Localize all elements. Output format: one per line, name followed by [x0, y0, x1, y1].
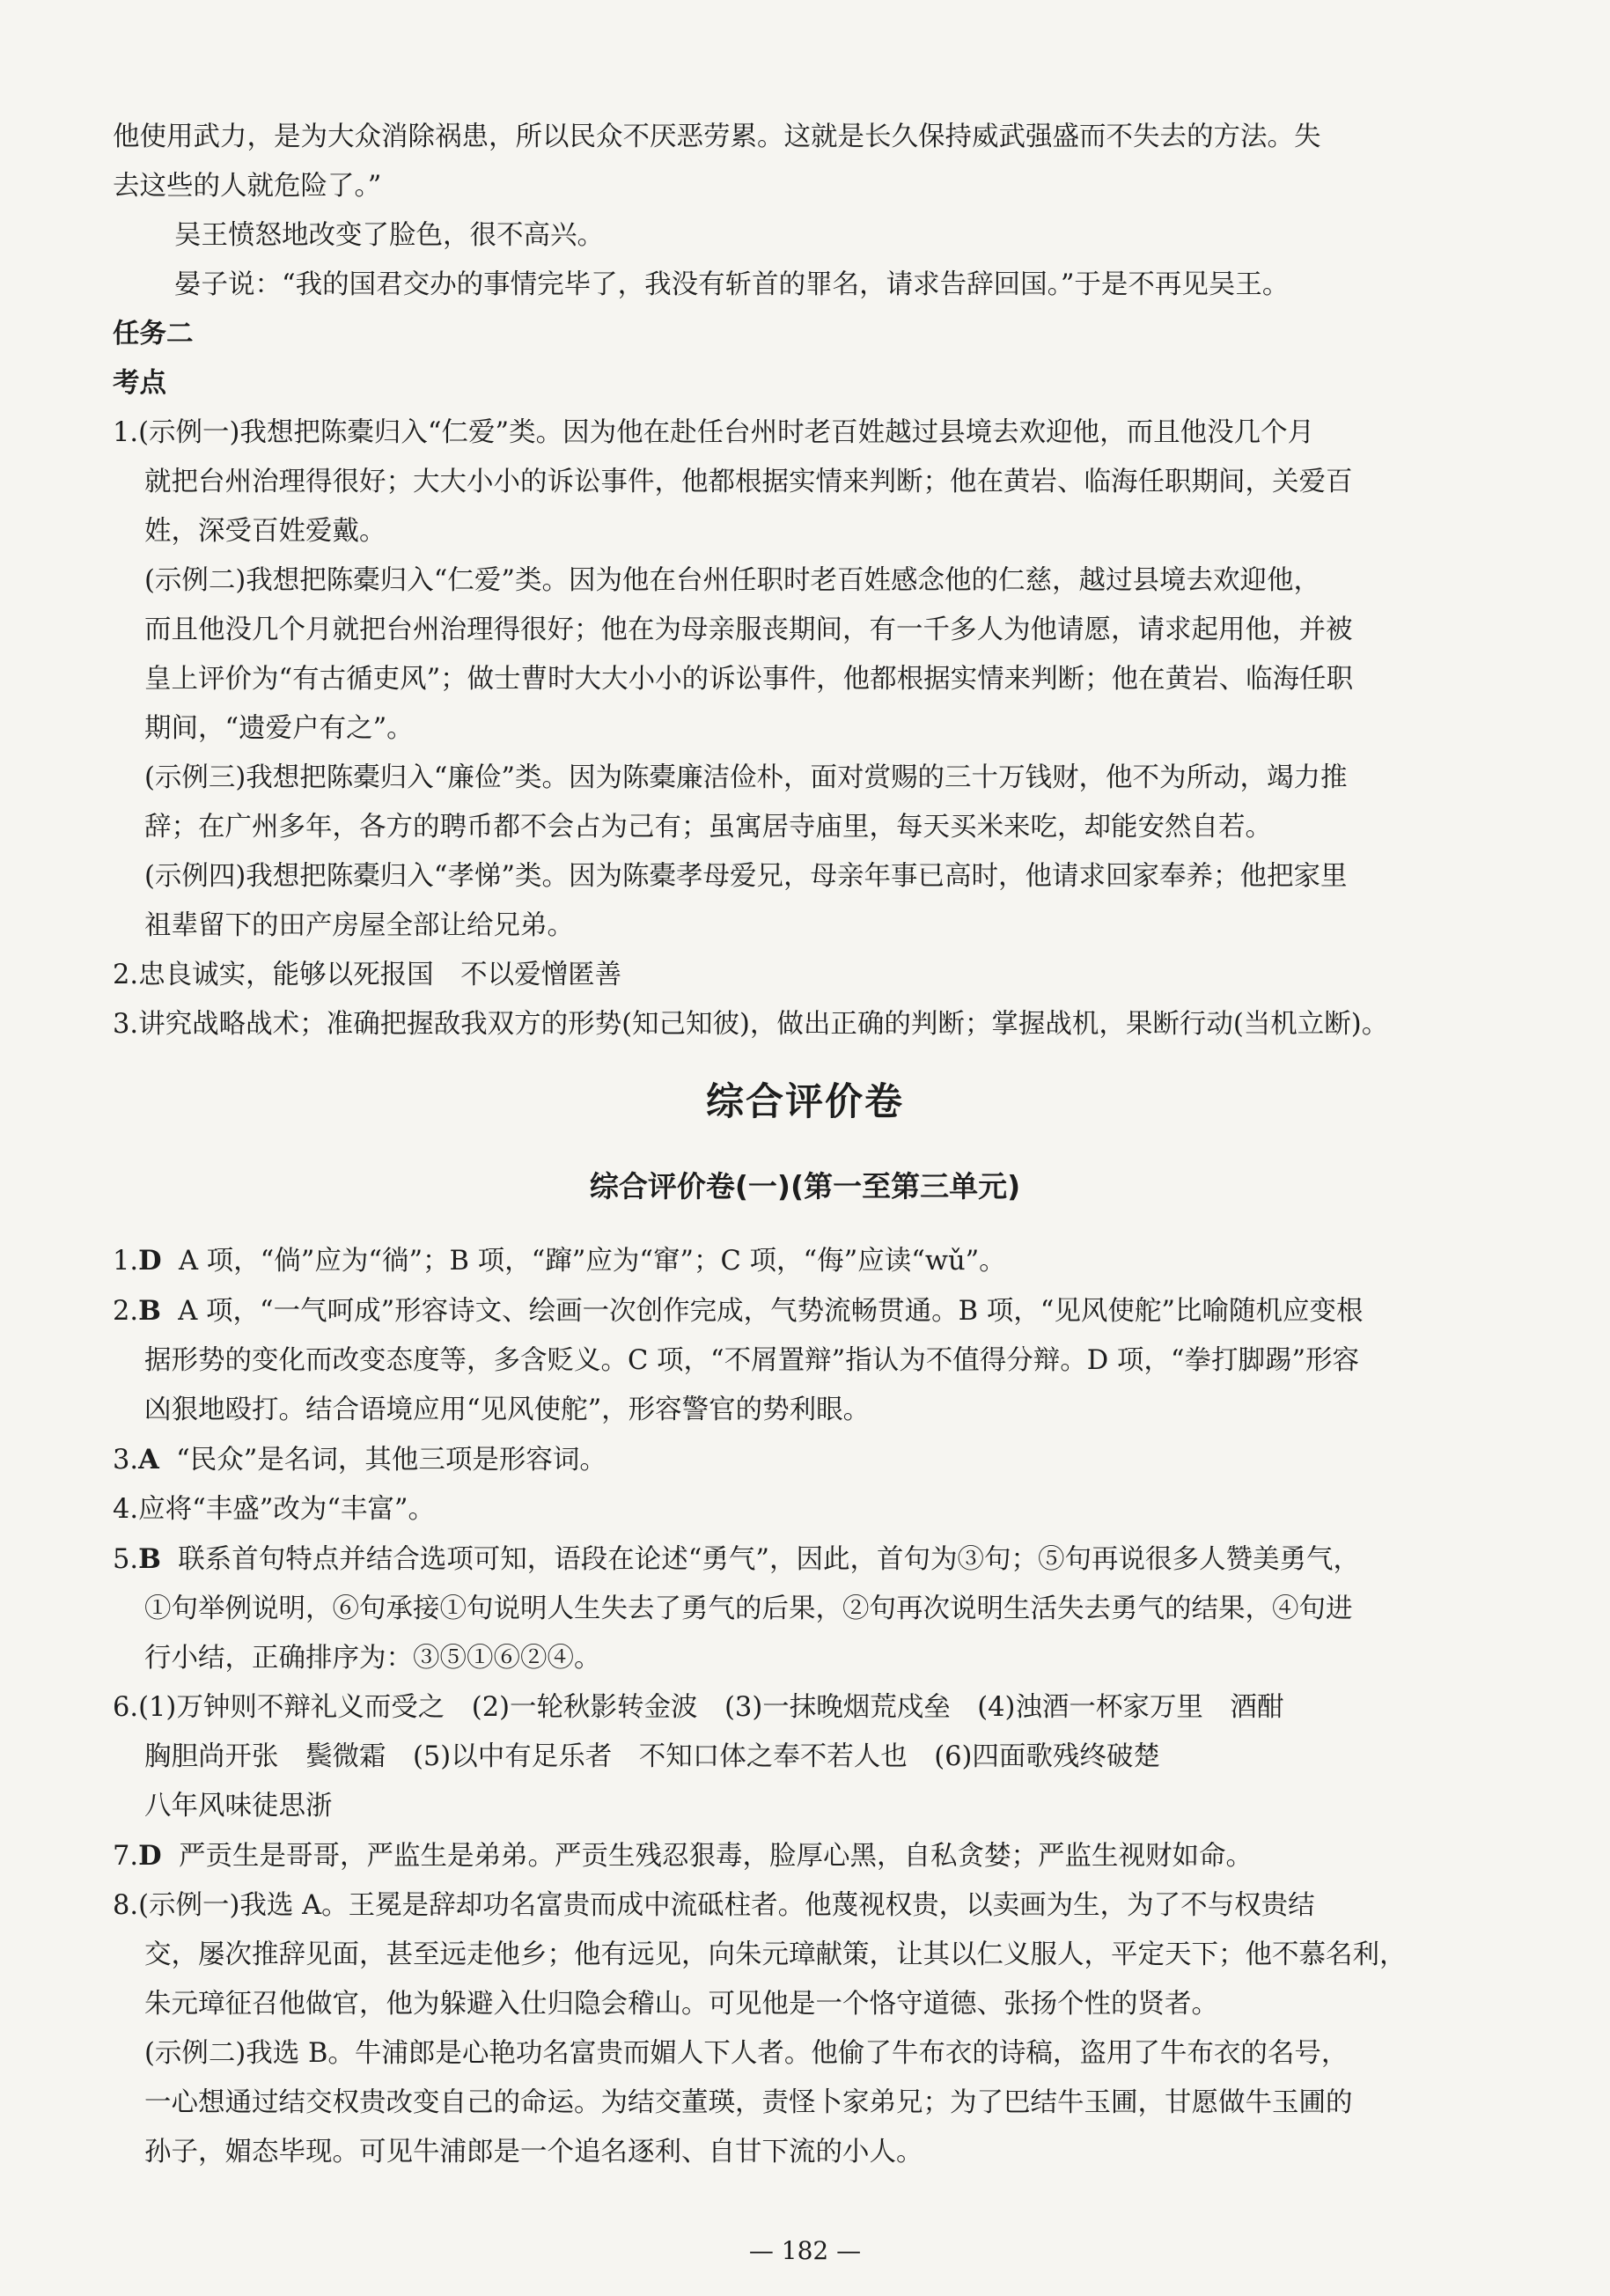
answer-line: 胸胆尚开张 鬓微霜 (5)以中有足乐者 不知口体之奉不若人也 (6)四面歌残终破楚	[144, 1741, 1160, 1772]
item-number: 7.	[113, 1841, 139, 1872]
answer-1-line: 皇上评价为“有古循吏风”；做士曹时大大小小的诉讼事件，他都根据实情来判断；他在黄岩、临海任职	[144, 664, 1354, 695]
answer-line: 据形势的变化而改变态度等，多含贬义。C 项，“不屑置辩”指认为不值得分辩。D 项，“拳打脚踢”形容	[144, 1345, 1360, 1376]
item-number: 5.	[113, 1544, 139, 1575]
item-number: 2.	[113, 960, 139, 990]
answer-item: 3.A “民众”是名词，其他三项是形容词。	[113, 1444, 607, 1475]
answer-line: 孙子，媚态毕现。可见牛浦郎是一个追名逐利、自甘下流的小人。	[144, 2137, 923, 2167]
answer-item: 5.B 联系首句特点并结合选项可知，语段在论述“勇气”，因此，首句为③句；⑤句再说很多人赞美勇气，	[113, 1543, 1360, 1575]
answer-1-line: 就把台州治理得很好；大大小小的诉讼事件，他都根据实情来判断；他在黄岩、临海任职期间，关爱百	[144, 467, 1353, 497]
section-subtitle: 综合评价卷(一)(第一至第三单元)	[589, 1169, 1021, 1203]
item-number: 3.	[113, 1009, 139, 1040]
answer-letter: D	[138, 1840, 162, 1872]
exam-point-heading: 考点	[113, 368, 166, 399]
answer-item: 8.(示例一)我选 A。王冕是辞却功名富贵而成中流砥柱者。他蔑视权贵，以卖画为生，为了不与权贵结	[113, 1890, 1315, 1921]
paragraph-line: 他使用武力，是为大众消除祸患，所以民众不厌恶劳累。这就是长久保持威武强盛而不失去的方法。失	[113, 121, 1321, 152]
answer-line: ①句举例说明，⑥句承接①句说明人生失去了勇气的后果，②句再次说明生活失去勇气的结果，④句进	[144, 1593, 1353, 1624]
item-number: 4.	[113, 1494, 139, 1525]
answer-1-line: 辞；在广州多年，各方的聘币都不会占为己有；虽寓居寺庙里，每天买米来吃，却能安然自若。	[144, 812, 1272, 843]
task-heading: 任务二	[113, 319, 194, 350]
answer-letter: B	[138, 1543, 161, 1575]
answer-1-line: (示例二)我想把陈橐归入“仁爱”类。因为他在台州任职时老百姓感念他的仁慈，越过县境去欢迎他，	[144, 565, 1320, 596]
answer-item: 2.B A 项，“一气呵成”形容诗文、绘画一次创作完成，气势流畅贯通。B 项，“见风使舵”比喻随机应变根	[113, 1295, 1364, 1327]
answer-1-line: 1.(示例一)我想把陈橐归入“仁爱”类。因为他在赴任台州时老百姓越过县境去欢迎他，而且他没几个月	[113, 417, 1315, 448]
item-number: 1.	[113, 417, 139, 448]
answer-item: 4.应将“丰盛”改为“丰富”。	[113, 1494, 435, 1525]
item-number: 3.	[113, 1445, 139, 1475]
section-title: 综合评价卷	[706, 1080, 904, 1124]
paragraph: 吴王愤怒地改变了脸色，很不高兴。	[174, 220, 604, 251]
answer-line: 行小结，正确排序为：③⑤①⑥②④。	[144, 1643, 601, 1674]
item-number: 2.	[113, 1296, 139, 1327]
answer-line: 八年风味徒思浙	[144, 1791, 333, 1821]
paragraph: 晏子说：“我的国君交办的事情完毕了，我没有斩首的罪名，请求告辞回国。”于是不再见吴王。	[174, 269, 1290, 300]
answer-letter: B	[138, 1295, 161, 1327]
answer-1-line: (示例四)我想把陈橐归入“孝悌”类。因为陈橐孝母爱兄，母亲年事已高时，他请求回家奉养；他把家里	[144, 861, 1348, 892]
answer-1-line: 祖辈留下的田产房屋全部让给兄弟。	[144, 910, 574, 941]
answer-item: 1.D A 项，“倘”应为“徜”；B 项，“蹿”应为“窜”；C 项，“侮”应读“wǔ”。	[113, 1245, 1006, 1277]
answers-block	[113, 1236, 1433, 2177]
answer-line: 一心想通过结交权贵改变自己的命运。为结交董瑛，责怪卜家弟兄；为了巴结牛玉圃，甘愿做牛玉圃的	[144, 2087, 1353, 2118]
answer-line: 交，屡次推辞见面，甚至远走他乡；他有远见，向朱元璋献策，让其以仁义服人，平定天下；他不慕名利，	[144, 1939, 1407, 1970]
item-number: 1.	[113, 1246, 139, 1277]
answer-line: 朱元璋征召他做官，他为躲避入仕归隐会稽山。可见他是一个恪守道德、张扬个性的贤者。	[144, 1989, 1218, 2020]
answer-1-line: (示例三)我想把陈橐归入“廉俭”类。因为陈橐廉洁俭朴，面对赏赐的三十万钱财，他不为所动，竭力推	[144, 762, 1348, 793]
item-number: 6.	[113, 1692, 139, 1723]
answer-1-line: 姓，深受百姓爱戴。	[144, 516, 386, 547]
answer-letter: A	[138, 1444, 159, 1475]
upper-text-block	[113, 113, 1433, 1049]
paragraph-line: 去这些的人就危险了。”	[113, 171, 382, 202]
answer-line: (示例二)我选 B。牛浦郎是心艳功名富贵而媚人下人者。他偷了牛布衣的诗稿，盗用了牛布衣的名号，	[144, 2038, 1349, 2069]
answer-item: 6.(1)万钟则不辩礼义而受之 (2)一轮秋影转金波 (3)一抹晚烟荒戍垒 (4)浊酒一杯家万里 酒酣	[113, 1692, 1284, 1723]
answer-2: 2.忠良诚实，能够以死报国 不以爱憎匿善	[113, 960, 622, 990]
answer-3: 3.讲究战略战术；准确把握敌我双方的形势(知己知彼)，做出正确的判断；掌握战机，果断行动(当机立断)。	[113, 1009, 1389, 1040]
answer-line: 凶狠地殴打。结合语境应用“见风使舵”，形容警官的势利眼。	[144, 1395, 871, 1425]
answer-letter: D	[138, 1245, 162, 1277]
page-number: — 182 —	[748, 2236, 862, 2265]
answer-1-line: 期间，“遗爱户有之”。	[144, 713, 414, 744]
answer-item: 7.D 严贡生是哥哥，严监生是弟弟。严贡生残忍狠毒，脸厚心黑，自私贪婪；严监生视财如命。	[113, 1840, 1253, 1872]
item-number: 8.	[113, 1890, 139, 1921]
answer-1-line: 而且他没几个月就把台州治理得很好；他在为母亲服丧期间，有一千多人为他请愿，请求起用他，并被	[144, 614, 1353, 645]
